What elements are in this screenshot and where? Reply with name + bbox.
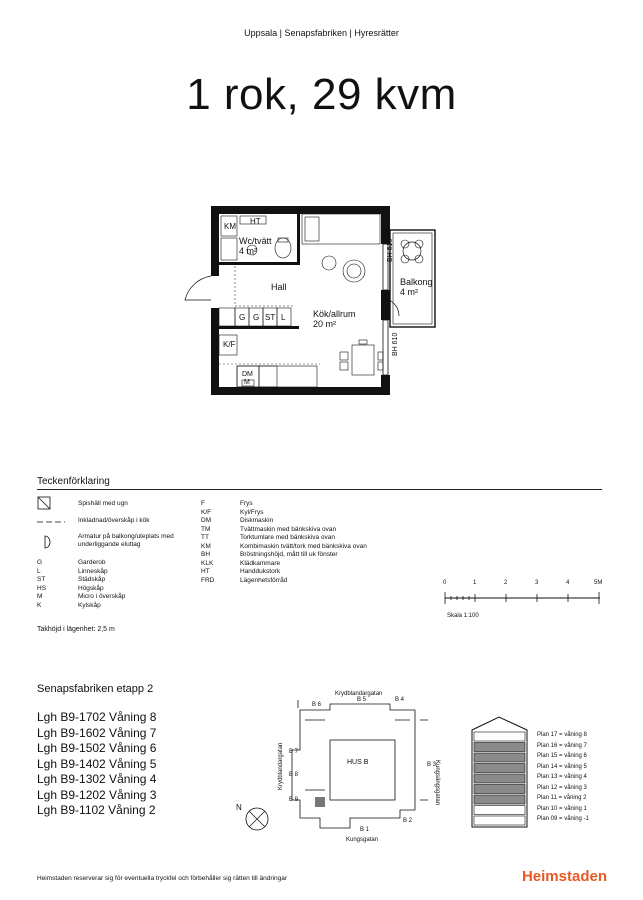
site-plan xyxy=(230,690,450,850)
stove-icon xyxy=(38,497,50,509)
building-b9: B 9 xyxy=(289,797,299,803)
legend-icons xyxy=(37,496,77,552)
legend-text: Lägenhetsförråd xyxy=(240,576,288,584)
floor-label: Plan 17 = våning 8 xyxy=(537,732,587,738)
floor-label: Plan 16 = våning 7 xyxy=(537,742,587,749)
floor-bar xyxy=(474,774,525,783)
building-b4: B 4 xyxy=(395,697,405,703)
apartment-item: Lgh B9-1202 Våning 3 xyxy=(37,787,157,802)
scale-label: Skala 1:100 xyxy=(447,613,479,619)
wc-area: 4 m² xyxy=(239,246,257,256)
street-top: Krydblandargatan xyxy=(335,691,383,697)
legend-text: Tvättmaskin med bänkskiva ovan xyxy=(240,525,337,533)
balkong-name: Balkong xyxy=(400,277,433,287)
legend-title: Teckenförklaring xyxy=(37,476,110,487)
bh-top: BH 610 xyxy=(387,238,394,262)
legend-lamp: Armatur på balkong/uteplats med underliggande eluttag xyxy=(78,533,174,548)
building-b5: B 5 xyxy=(357,697,367,703)
highlight-building xyxy=(315,797,325,807)
legend-text: Frys xyxy=(240,500,253,507)
legend-code: HS xyxy=(37,584,47,592)
scale-tick-2: 2 xyxy=(504,580,508,586)
closet-g2: G xyxy=(253,313,260,322)
balkong-area: 4 m² xyxy=(400,287,418,297)
floor-label: Plan 09 = våning -1 xyxy=(537,816,589,822)
legend-text: Kombimaskin tvätt/tork med bänkskiva ovan xyxy=(240,542,367,550)
legend-divider xyxy=(37,489,602,490)
building-b3: B 3 xyxy=(427,762,437,768)
street-right: Kungsängsgatan xyxy=(434,760,440,806)
floor-bar xyxy=(474,753,525,762)
wc-name: Wc/tvätt xyxy=(239,236,272,246)
floor-label: Plan 10 = våning 1 xyxy=(537,805,587,812)
km-label: KM xyxy=(224,222,236,231)
street-bottom: Kungsgatan xyxy=(346,837,379,843)
floor-label: Plan 15 = våning 6 xyxy=(537,753,587,759)
legend-text: Micro i överskåp xyxy=(78,593,126,600)
apartment-item: Lgh B9-1302 Våning 4 xyxy=(37,772,157,786)
apartment-item: Lgh B9-1402 Våning 5 xyxy=(37,756,157,771)
legend-code: F xyxy=(201,500,205,507)
scale-tick-3: 3 xyxy=(535,580,539,586)
legend-text: Torktumlare med bänkskiva ovan xyxy=(240,534,336,541)
scale-bar xyxy=(440,590,610,610)
dm-label: DM xyxy=(242,371,253,378)
legend-text: Klädkammare xyxy=(240,559,281,567)
bh-bottom: BH 610 xyxy=(392,332,399,356)
floor-bar xyxy=(474,806,525,815)
apartment-item: Lgh B9-1702 Våning 8 xyxy=(37,710,157,724)
floor-label: Plan 12 = våning 3 xyxy=(537,784,587,791)
hall-label: Hall xyxy=(271,282,287,292)
building-b6: B 6 xyxy=(312,702,322,708)
legend-text: Högskåp xyxy=(78,584,104,592)
floor-label: Plan 11 = våning 2 xyxy=(537,795,587,801)
legend-code: K/F xyxy=(201,508,212,516)
legend-text: Diskmaskin xyxy=(240,517,274,524)
scale-tick-5: 5M xyxy=(594,580,603,586)
legend-code: KLK xyxy=(201,559,214,567)
legend-text: Garderob xyxy=(78,559,106,566)
building-b2: B 2 xyxy=(403,818,413,824)
scale-tick-1: 1 xyxy=(473,580,477,586)
legend-code: DM xyxy=(201,517,212,524)
legend-code: TT xyxy=(201,534,209,541)
building-b8: B 8 xyxy=(289,772,299,778)
header-location: Uppsala | Senapsfabriken | Hyresrätter xyxy=(244,28,399,38)
building-b7: B 7 xyxy=(289,749,299,755)
disclaimer: Heimstaden reserverar sig för eventuella tryckfel och förbehåller sig rätten till ändringar xyxy=(37,875,288,882)
scale-tick-0: 0 xyxy=(443,580,447,586)
apartment-item: Lgh B9-1502 Våning 6 xyxy=(37,741,157,755)
legend-code: ST xyxy=(37,576,46,583)
apartment-item: Lgh B9-1102 Våning 2 xyxy=(37,803,156,817)
legend-text: Städskåp xyxy=(78,576,106,583)
legend-code: M xyxy=(37,593,43,600)
legend-text: Kylskåp xyxy=(78,601,101,609)
kok-area: 20 m² xyxy=(313,319,337,329)
floor-bar xyxy=(474,816,525,825)
closet-l: L xyxy=(281,313,286,322)
legend-code: FRD xyxy=(201,576,215,584)
legend-text: Kyl/Frys xyxy=(240,508,264,516)
m-label: M xyxy=(244,379,250,386)
page-title: 1 rok, 29 kvm xyxy=(186,70,457,119)
closet-g1: G xyxy=(239,313,246,322)
kok-name: Kök/allrum xyxy=(313,309,356,319)
closet-st: ST xyxy=(265,313,276,322)
floor-bar xyxy=(474,732,525,741)
building-section xyxy=(465,712,535,832)
hus-label: HUS B xyxy=(347,759,369,766)
lamp-icon xyxy=(45,536,50,548)
legend-text: Handdukstork xyxy=(240,568,281,575)
legend-dashed: Inkladnad/överskåp i kök xyxy=(78,517,150,524)
legend-text: Bröstningshöjd, mått till uk fönster xyxy=(240,551,338,558)
north-label: N xyxy=(236,803,242,812)
floor-bar xyxy=(474,764,525,773)
ht-label: HT xyxy=(250,217,261,226)
floor-label: Plan 13 = våning 4 xyxy=(537,774,587,780)
legend-code: KM xyxy=(201,542,211,550)
kf-label: K/F xyxy=(223,340,236,349)
floor-bar xyxy=(474,743,525,752)
compass-icon xyxy=(246,808,268,830)
legend-text: Linneskåp xyxy=(78,567,108,575)
etapp-title: Senapsfabriken etapp 2 xyxy=(37,683,154,695)
street-left: Krydblandargatan xyxy=(278,742,284,790)
legend-code: HT xyxy=(201,568,210,575)
scale-tick-4: 4 xyxy=(566,580,570,586)
legend-code: L xyxy=(37,567,41,575)
floor-bar xyxy=(474,785,525,794)
legend-code: G xyxy=(37,559,43,566)
building-b1: B 1 xyxy=(360,827,370,833)
ceiling-height: Takhöjd i lägenhet: 2,5 m xyxy=(37,626,115,633)
legend-stove: Spishäll med ugn xyxy=(78,500,128,507)
apartment-item: Lgh B9-1602 Våning 7 xyxy=(37,725,157,740)
floor-label: Plan 14 = våning 5 xyxy=(537,763,587,770)
legend-code: BH xyxy=(201,551,211,558)
legend-code: K xyxy=(37,601,42,609)
floor-bar xyxy=(474,795,525,804)
brand-logo: Heimstaden xyxy=(521,868,607,885)
legend-code: TM xyxy=(201,525,211,533)
